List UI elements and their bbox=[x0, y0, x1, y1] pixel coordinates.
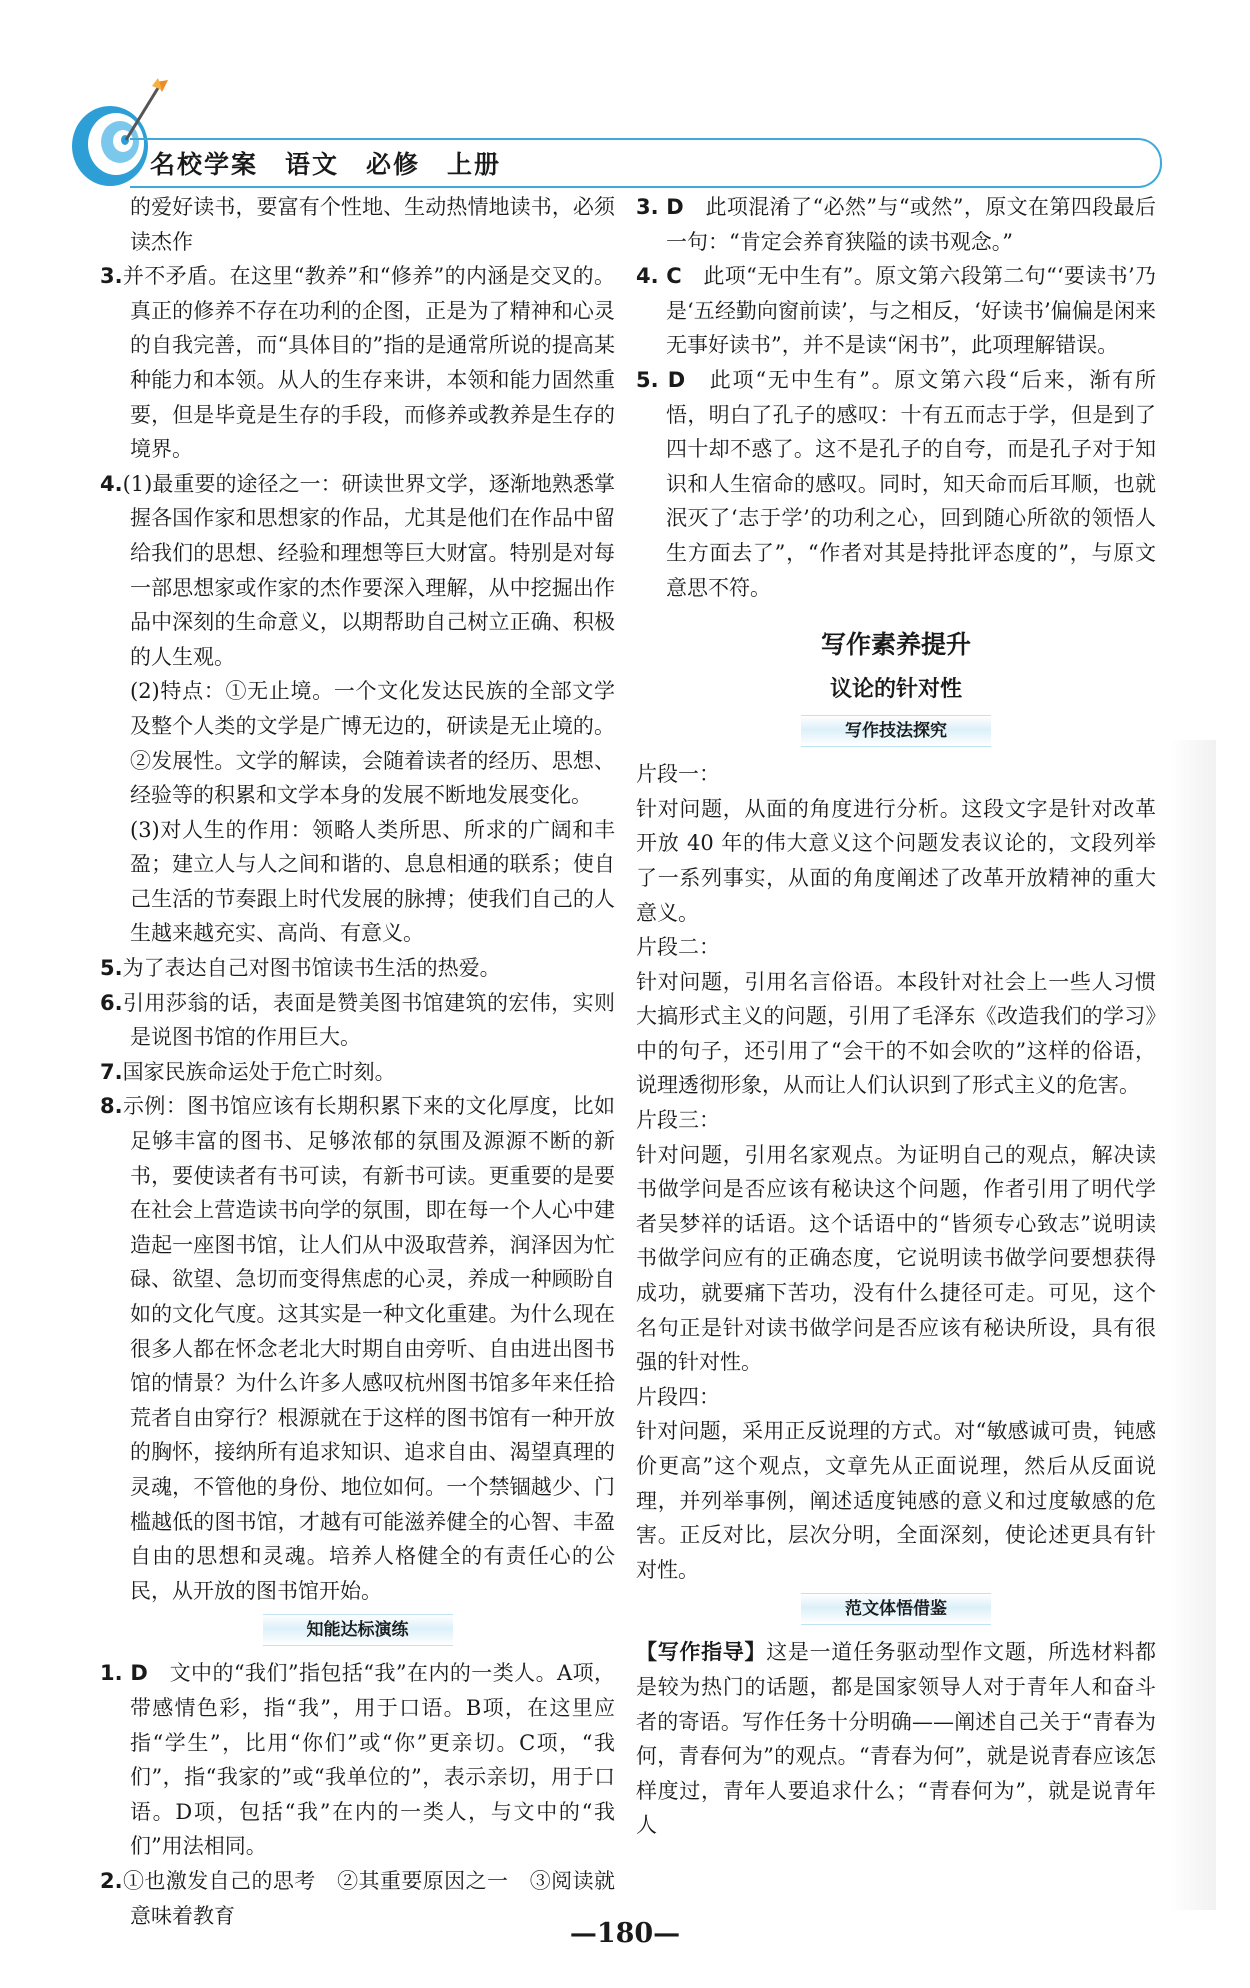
section-title: 写作素养提升 bbox=[820, 630, 971, 660]
answer-4-part-2: (2)特点：①无止境。一个文化发达民族的全部文学及整个人类的文学是广博无边的，研读是无止境的。②发展性。文学的解读，会随着读者的经历、思想、经验等的积累和文学本身的发展不断地发展变化。 bbox=[130, 679, 615, 808]
fragment-4-label: 片段四： bbox=[636, 1384, 720, 1409]
sub-title: 议论的针对性 bbox=[829, 676, 962, 703]
answer-text: ①也激发自己的思考 ②其重要原因之一 ③阅读就意味着教育 bbox=[122, 1868, 615, 1928]
answer-number: 6. bbox=[100, 990, 123, 1015]
answer-text: 此项“无中生有”。原文第六段“后来，渐有所悟，明白了孔子的感叹：十有五而志于学，但是到了四十却不惑了。这不是孔子的自夸，而是孔子对于知识和人生宿命的感叹。同时，知天命而后耳顺，也就泯灭了‘志于学’的功利之心，回到随心所欲的领悟人生方面去了”，“作者对其是持批评态度的”，与原文意思不符。 bbox=[666, 367, 1156, 600]
answer-text: 文中的“我们”指包括“我”在内的一类人。A项，带感情色彩，指“我”，用于口语。B项，在这里应指“学生”，比用“你们”或“你”更亲切。C项，“我们”，指“我家的”或“我单位的”，表示亲切，用于口语。D项，包括“我”在内的一类人，与文中的“我们”用法相同。 bbox=[130, 1661, 615, 1859]
answer-6 bbox=[100, 986, 615, 1055]
writing-guide-text: 这是一道任务驱动型作文题，所选材料都是较为热门的话题，都是国家领导人对于青年人和奋斗者的寄语。写作任务十分明确——阐述自己关于“青春为何，青春何为”的观点。“青春为何”，就是说青春应该怎样度过，青年人要追求什么；“青春何为”，就是说青年人 bbox=[636, 1640, 1157, 1838]
right-column bbox=[636, 190, 1156, 1843]
fragment-3-label: 片段三： bbox=[636, 1108, 720, 1133]
fragment-3-text: 针对问题，引用名家观点。为证明自己的观点，解决读书做学问是否应该有秘诀这个问题，作者引用了明代学者吴梦祥的话语。这个话语中的“皆须专心致志”说明读书做学问应有的正确态度，它说明读书做学问要想获得成功，就要痛下苦功，没有什么捷径可走。可见，这个名句正是针对读书做学问是否应该有秘诀所设，具有很强的针对性。 bbox=[636, 1142, 1156, 1375]
answer-4 bbox=[100, 467, 615, 675]
practice-answer-3 bbox=[636, 190, 1156, 259]
fragment-4-text: 针对问题，采用正反说理的方式。对“敏感诚可贵，钝感价更高”这个观点，文章先从正面说理，然后从反面说理，并列举事例，阐述适度钝感的意义和过度敏感的危害。正反对比，层次分明，全面深刻，使论述更具有针对性。 bbox=[636, 1419, 1156, 1582]
answer-8 bbox=[100, 1089, 615, 1608]
writing-guide bbox=[636, 1635, 1156, 1843]
fragment-1-label: 片段一： bbox=[636, 762, 720, 787]
answer-4-part-3: (3)对人生的作用：领略人类所思、所求的广阔和丰盈；建立人与人之间和谐的、息息相通的联系；使自己生活的节奏跟上时代发展的脉搏；使我们自己的人生越来越充实、高尚、有意义。 bbox=[130, 817, 615, 946]
page-header bbox=[0, 0, 1250, 200]
answer-3 bbox=[100, 259, 615, 467]
answer-number: 3. D bbox=[636, 195, 684, 219]
answer-number: 1. D bbox=[100, 1661, 148, 1686]
answer-number: 3. bbox=[100, 264, 123, 289]
answer-number: 8. bbox=[100, 1094, 123, 1119]
answer-number: 2. bbox=[100, 1868, 123, 1893]
answer-text: 并不矛盾。在这里“教养”和“修养”的内涵是交叉的。真正的修养不存在功利的企图，正是为了精神和心灵的自我完善，而“具体目的”指的是通常所说的提高某种能力和本领。从人的生存来讲，本领和能力固然重要，但是毕竟是生存的手段，而修养或教养是生存的境界。 bbox=[122, 264, 615, 462]
section-tag-practice: 知能达标演练 bbox=[263, 1614, 453, 1646]
fragment-1-text: 针对问题，从面的角度进行分析。这段文字是针对改革开放 40 年的伟大意义这个问题发表议论的，文段列举了一系列事实，从面的角度阐述了改革开放精神的重大意义。 bbox=[636, 796, 1156, 925]
practice-answer-4 bbox=[636, 259, 1156, 363]
answer-number: 4. bbox=[100, 471, 123, 496]
writing-guide-label: 【写作指导】 bbox=[636, 1640, 767, 1665]
section-tag-technique: 写作技法探究 bbox=[801, 715, 991, 747]
answer-number: 7. bbox=[100, 1059, 123, 1084]
answer-text: 此项“无中生有”。原文第六段第二句“‘要读书’乃是‘五经勤向窗前读’，与之相反，‘好读书’偏偏是闲来无事好读书”，并不是读“闲书”，此项理解错误。 bbox=[666, 264, 1157, 358]
answer-5 bbox=[100, 951, 615, 986]
answer-number: 4. C bbox=[636, 264, 682, 289]
answer-text: (1)最重要的途径之一：研读世界文学，逐渐地熟悉掌握各国作家和思想家的作品，尤其是他们在作品中留给我们的思想、经验和理想等巨大财富。特别是对每一部思想家或作家的杰作要深入理解，从中挖掘出作品中深刻的生命意义，以期帮助自己树立正确、积极的人生观。 bbox=[122, 471, 615, 669]
section-tag-model-essay: 范文体悟借鉴 bbox=[801, 1593, 991, 1625]
answer-text: 国家民族命运处于危亡时刻。 bbox=[122, 1059, 396, 1084]
answer-number: 5. bbox=[100, 956, 123, 981]
page-number: —180— bbox=[569, 1918, 681, 1949]
answer-7 bbox=[100, 1055, 615, 1090]
answer-text: 示例：图书馆应该有长期积累下来的文化厚度，比如足够丰富的图书、足够浓郁的氛围及源源不断的新书，要使读者有书可读，有新书可读。更重要的是要在社会上营造读书向学的氛围，即在每一个人心中建造起一座图书馆，让人们从中汲取营养，润泽因为忙碌、欲望、急切而变得焦虑的心灵，养成一种顾盼自如的文化气度。这其实是一种文化重建。为什么现在很多人都在怀念老北大时期自由旁听、自由进出图书馆的情景？为什么许多人感叹杭州图书馆多年来任拾荒者自由穿行？根源就在于这样的图书馆有一种开放的胸怀，接纳所有追求知识、追求自由、渴望真理的灵魂，不管他的身份、地位如何。一个禁锢越少、门槛越低的图书馆，才越有可能滋养健全的心智、丰盈自由的思想和灵魂。培养人格健全的有责任心的公民，从开放的图书馆开始。 bbox=[122, 1094, 615, 1603]
practice-answer-1 bbox=[100, 1656, 615, 1864]
continued-answer: 的爱好读书，要富有个性地、生动热情地读书，必须读杰作 bbox=[130, 195, 615, 254]
practice-answer-5 bbox=[636, 363, 1156, 605]
answer-text: 为了表达自己对图书馆读书生活的热爱。 bbox=[122, 956, 501, 981]
left-column bbox=[100, 190, 615, 1933]
answer-number: 5. D bbox=[636, 367, 686, 392]
answer-text: 引用莎翁的话，表面是赞美图书馆建筑的宏伟，实则是说图书馆的作用巨大。 bbox=[122, 990, 615, 1050]
answer-text: 此项混淆了“必然”与“或然”，原文在第四段最后一句：“肯定会养育狭隘的读书观念。” bbox=[666, 195, 1156, 254]
fragment-2-label: 片段二： bbox=[636, 935, 720, 960]
fragment-2-text: 针对问题，引用名言俗语。本段针对社会上一些人习惯大搞形式主义的问题，引用了毛泽东《改造我们的学习》中的句子，还引用了“会干的不如会吹的”这样的俗语，说理透彻形象，从而让人们认识到了形式主义的危害。 bbox=[636, 969, 1156, 1098]
header-title: 名校学案 语文 必修 上册 bbox=[150, 150, 502, 179]
